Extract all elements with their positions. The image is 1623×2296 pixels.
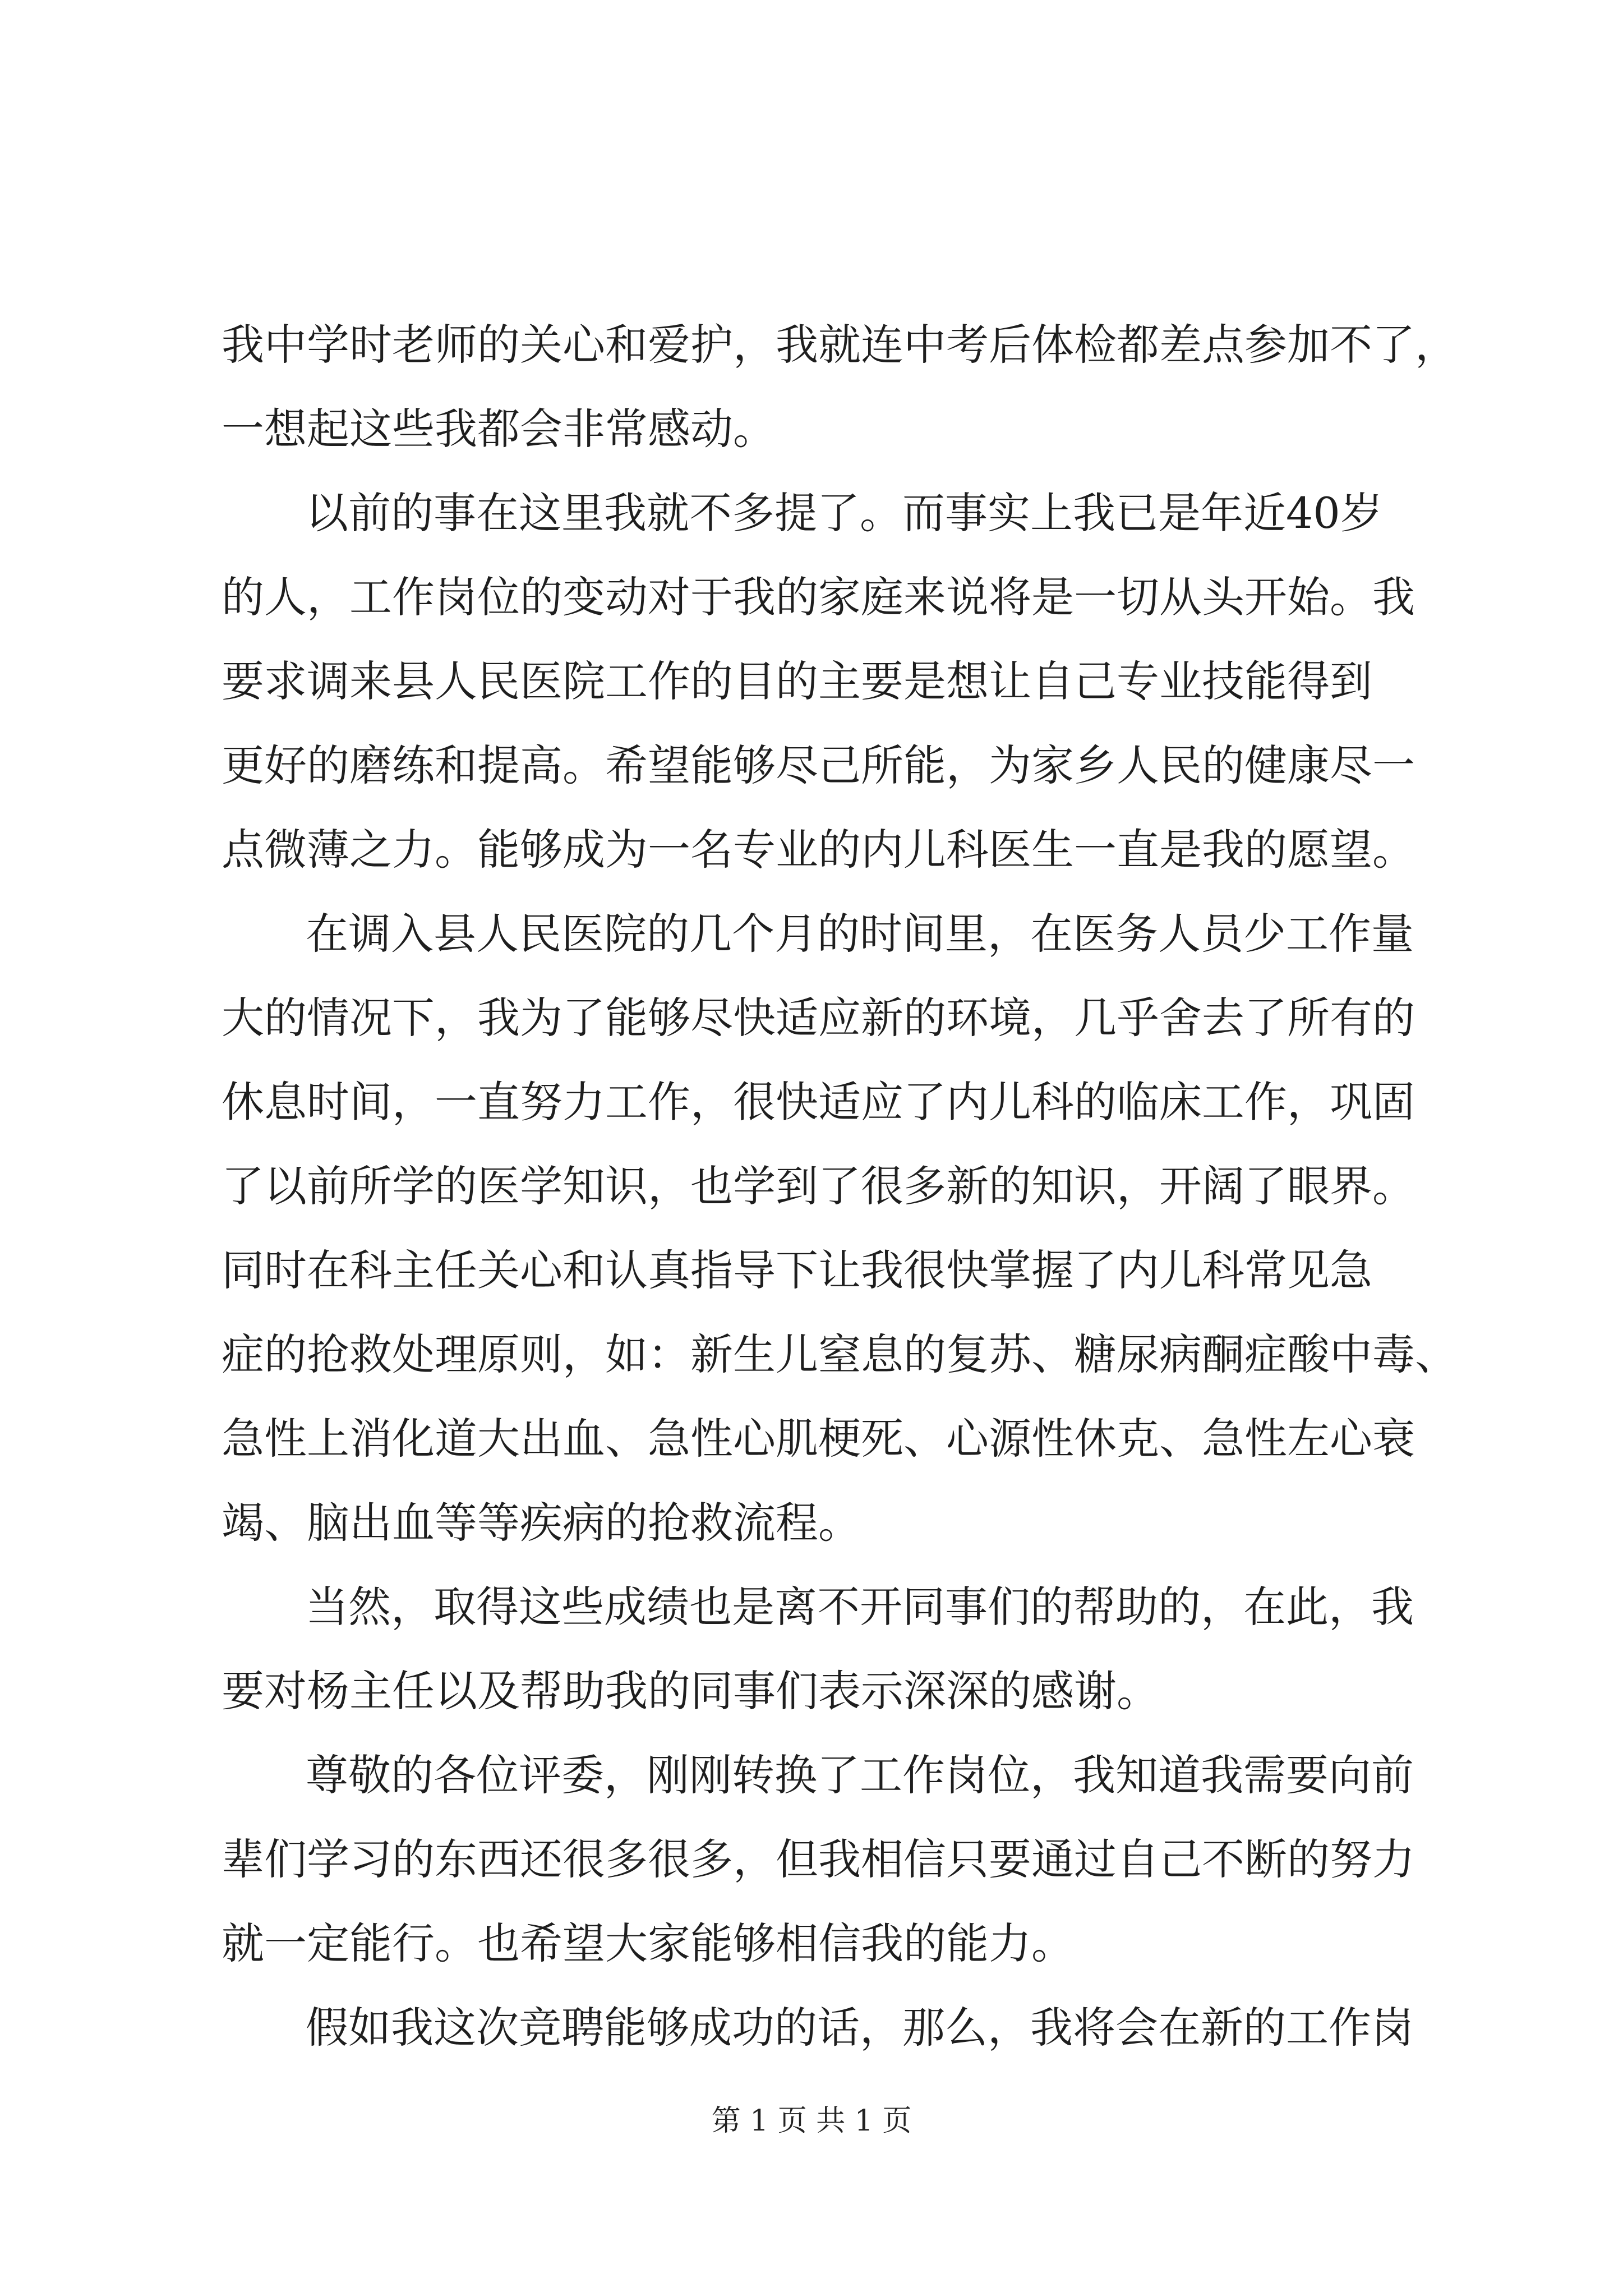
text-line: 点微薄之力。能够成为一名专业的内儿科医生一直是我的愿望。	[222, 825, 1415, 875]
paragraph-start-line: 尊敬的各位评委，刚刚转换了工作岗位，我知道我需要向前	[306, 1750, 1414, 1800]
paragraph-start-line: 当然，取得这些成绩也是离不开同事们的帮助的，在此，我	[306, 1582, 1414, 1632]
text-line: 了以前所学的医学知识，也学到了很多新的知识，开阔了眼界。	[222, 1161, 1415, 1211]
text-line: 的人，工作岗位的变动对于我的家庭来说将是一切从头开始。我	[222, 572, 1415, 622]
text-line: 要对杨主任以及帮助我的同事们表示深深的感谢。	[222, 1666, 1159, 1716]
text-line: 辈们学习的东西还很多很多，但我相信只要通过自己不断的努力	[222, 1834, 1415, 1884]
text-line: 一想起这些我都会非常感动。	[222, 404, 776, 454]
paragraph-start-line: 假如我这次竞聘能够成功的话，那么，我将会在新的工作岗	[306, 2003, 1414, 2053]
page-number-footer: 第 1 页 共 1 页	[711, 2104, 912, 2138]
document-body	[222, 303, 1458, 2070]
text-line: 我中学时老师的关心和爱护，我就连中考后体检都差点参加不了，	[222, 320, 1458, 370]
text-line: 竭、脑出血等等疾病的抢救流程。	[222, 1498, 861, 1548]
text-line: 同时在科主任关心和认真指导下让我很快掌握了内儿科常见急	[222, 1245, 1372, 1295]
text-line: 更好的磨练和提高。希望能够尽己所能，为家乡人民的健康尽一	[222, 740, 1415, 790]
text-line: 症的抢救处理原则，如：新生儿窒息的复苏、糖尿病酮症酸中毒、	[222, 1329, 1458, 1379]
text-line: 就一定能行。也希望大家能够相信我的能力。	[222, 1918, 1074, 1968]
paragraph-start-line: 在调入县人民医院的几个月的时间里，在医务人员少工作量	[306, 909, 1414, 959]
text-line: 大的情况下，我为了能够尽快适应新的环境，几乎舍去了所有的	[222, 993, 1415, 1043]
text-line: 急性上消化道大出血、急性心肌梗死、心源性休克、急性左心衰	[222, 1414, 1415, 1464]
text-line: 要求调来县人民医院工作的目的主要是想让自己专业技能得到	[222, 656, 1372, 706]
text-line: 休息时间，一直努力工作，很快适应了内儿科的临床工作，巩固	[222, 1077, 1415, 1127]
paragraph-start-line: 以前的事在这里我就不多提了。而事实上我已是年近40岁	[306, 488, 1383, 538]
